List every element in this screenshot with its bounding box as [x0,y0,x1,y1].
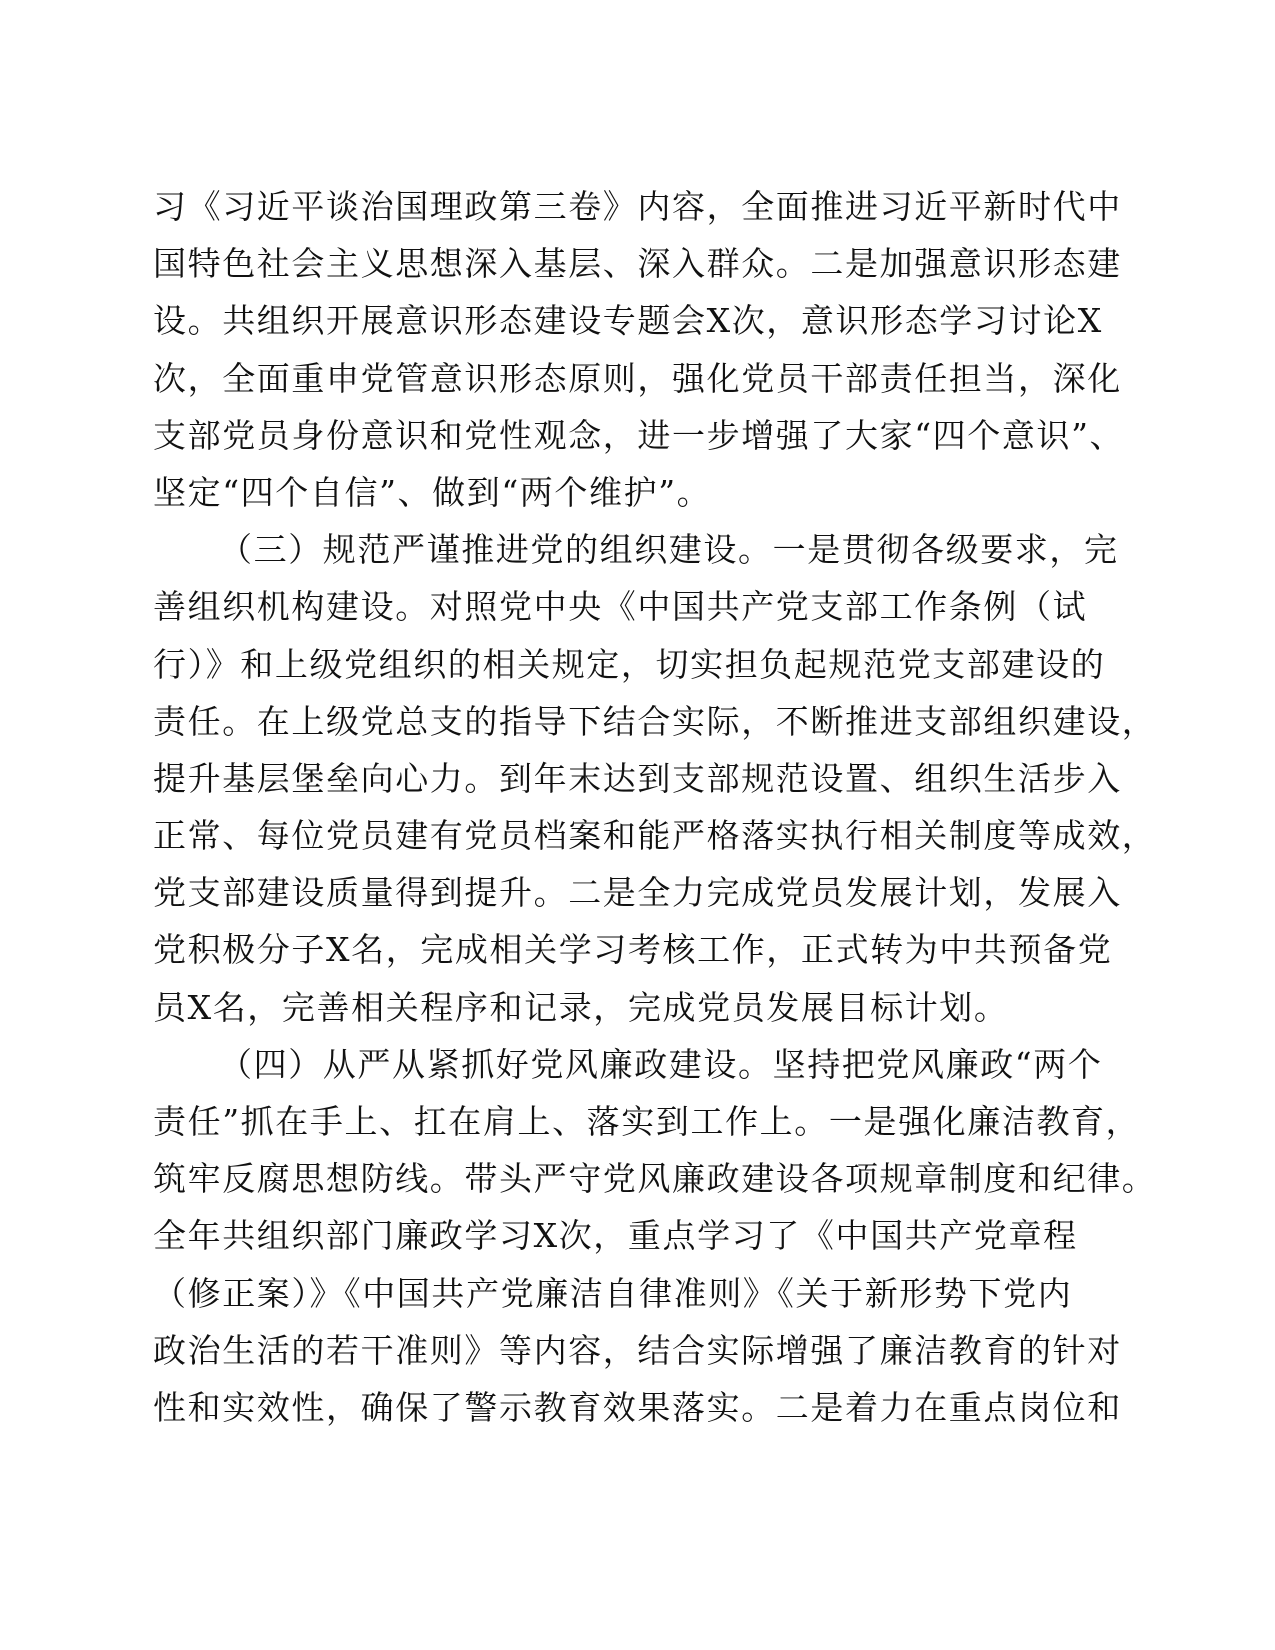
text-line: 党支部建设质量得到提升。二是全力完成党员发展计划，发展入 [153,873,1122,913]
text-line: 设。共组织开展意识形态建设专题会X次，意识形态学习讨论X [153,301,1103,341]
text-line: 习《习近平谈治国理政第三卷》内容，全面推进习近平新时代中 [153,187,1122,226]
text-line: 员X名，完善相关程序和记录，完成党员发展目标计划。 [153,987,1009,1027]
section-heading-line: （三）规范严谨推进党的组织建设。一是贯彻各级要求，完 [219,530,1119,570]
text-line: 善组织机构建设。对照党中央《中国共产党支部工作条例（试 [153,587,1088,627]
text-line: 行）》和上级党组织的相关规定，切实担负起规范党支部建设的 [153,644,1106,684]
text-line: 次，全面重申党管意识形态原则，强化党员干部责任担当，深化 [153,358,1122,398]
text-line: 支部党员身份意识和党性观念，进一步增强了大家“四个意识”、 [153,415,1125,455]
text-line: 坚定“四个自信”、做到“两个维护”。 [153,472,712,512]
text-line: 筑牢反腐思想防线。带头严守党风廉政建设各项规章制度和纪律。 [153,1159,1157,1199]
document-body [153,178,1157,1436]
text-line: 政治生活的若干准则》等内容，结合实际增强了廉洁教育的针对 [153,1330,1122,1370]
text-line: 全年共组织部门廉政学习X次，重点学习了《中国共产党章程 [153,1216,1078,1256]
text-line: 国特色社会主义思想深入基层、深入群众。二是加强意识形态建 [153,244,1122,284]
text-line: （修正案）》《中国共产党廉洁自律准则》《关于新形势下党内 [153,1273,1073,1313]
section-heading-line: （四）从严从紧抓好党风廉政建设。坚持把党风廉政“两个 [219,1044,1103,1084]
text-line: 性和实效性，确保了警示教育效果落实。二是着力在重点岗位和 [153,1387,1122,1427]
text-line: 提升基层堡垒向心力。到年末达到支部规范设置、组织生活步入 [153,758,1122,798]
text-line: 党积极分子X名，完成相关学习考核工作，正式转为中共预备党 [153,930,1113,970]
text-line: 正常、每位党员建有党员档案和能严格落实执行相关制度等成效， [153,816,1157,856]
text-line: 责任”抓在手上、扛在肩上、落实到工作上。一是强化廉洁教育， [153,1102,1141,1141]
text-line: 责任。在上级党总支的指导下结合实际，不断推进支部组织建设， [153,701,1157,741]
